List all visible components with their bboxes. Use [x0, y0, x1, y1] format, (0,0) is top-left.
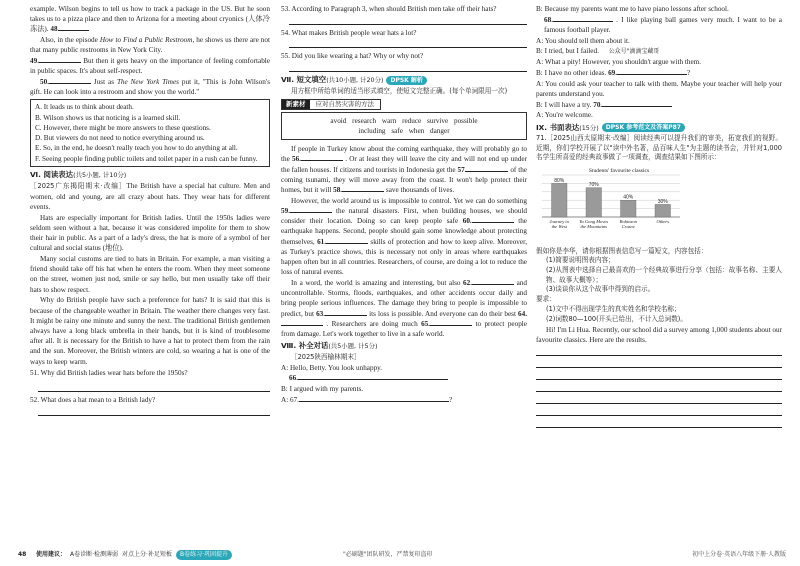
demand-heading: 要求：	[536, 295, 556, 304]
section-title: Ⅶ. 短文填空	[281, 75, 327, 85]
option-b: B. Wilson shows us that noticing is a learned skill.	[35, 113, 181, 122]
para-text: the natural disasters. First, when building houses, we should consider their location. Doing so can keep people safe	[281, 207, 527, 226]
answer-line[interactable]	[289, 38, 527, 48]
answer-line[interactable]	[289, 62, 527, 72]
answer-blank[interactable]	[49, 77, 91, 84]
dialogue-line: B: Because my parents want me to have piano lessons after school.	[536, 5, 729, 13]
answer-blank[interactable]	[617, 68, 687, 75]
writing-line[interactable]	[536, 394, 782, 404]
new-material-badge: 新素材	[282, 100, 310, 109]
chart-tick-label: Robinson Crusoe	[619, 219, 637, 230]
chart-tick-label: Journey to the West	[549, 219, 570, 230]
dialogue-line: A: What a pity! However, you shouldn't argue with them.	[536, 58, 702, 67]
dialogue-line: A: You could ask your teacher to talk with them. Maybe your teacher will help your parents understand you.	[536, 79, 782, 99]
answer-line[interactable]	[289, 15, 527, 25]
answer-blank[interactable]	[290, 206, 332, 213]
passage-paragraph: Hats are especially important for British ladies. Until the 1950s ladies were seldom seen without a hat, because it was considered impolite for them to show their hair in public. As a part of a lady's dress, the hat is more of a symbol of her cultural and social status (地位).	[30, 213, 270, 253]
new-material-topic: 应对自然灾害的方法	[315, 99, 374, 108]
writing-line[interactable]	[536, 406, 782, 416]
word-bank-row: avoid research warn reduce survive possible	[330, 116, 478, 125]
usage-tips	[36, 550, 232, 560]
question-53: 53. According to Paragraph 3, when should British men take off their hats?	[281, 5, 497, 13]
answer-blank[interactable]	[301, 154, 343, 161]
question-71-prompt: 71.［2025山西太原期末·改编］阅读经典可以提升我们的审美，拓宽我们的视野。近期，你们学校开展了以"读中外名著，品百味人生"为主题的读书会，并针对1,000名学生所喜爱的经典故事做了一项调查，调查结果如下图所示：	[536, 134, 782, 161]
question-number: 49.	[30, 57, 39, 66]
new-material-label	[281, 99, 381, 110]
dialogue-line	[536, 100, 782, 110]
tips-label: 使用建议：	[36, 550, 67, 558]
para-text: . Researchers are doing much	[323, 319, 422, 328]
word-bank-row: including safe when danger	[358, 126, 450, 135]
section-title: Ⅷ. 补全对话	[281, 341, 329, 351]
answer-blank[interactable]	[466, 165, 508, 172]
tip-item: 对点上分·补足短板	[122, 550, 172, 558]
middle-column	[281, 4, 527, 406]
para-text: save thousands of lives.	[384, 186, 455, 195]
section-8-heading	[281, 341, 527, 352]
para-text: put it, "This is John Wilson's gift. He can look into a restroom and show you the world."	[30, 78, 270, 97]
question-mark: ?	[448, 395, 453, 404]
answer-blank[interactable]	[39, 56, 81, 63]
reference-badge[interactable]: DPSK 参考范文及答案P87	[602, 123, 685, 132]
section-7-heading	[281, 75, 527, 86]
dialogue-line	[536, 68, 782, 78]
source-tag: ［2025广东揭阳期末·改编］	[30, 182, 127, 191]
answer-blank[interactable]	[553, 15, 613, 22]
question-54: 54. What makes British people wear hats a lot?	[281, 28, 417, 37]
left-column	[30, 4, 270, 419]
chart-bar	[655, 205, 671, 218]
chart-tick-label: Others	[656, 219, 670, 225]
writing-line[interactable]	[536, 418, 782, 428]
para-text: and uncontrollable. Storms, floods, earthquakes, and other accidents occur daily and bring people serious influences. The damage they bring to people is impossible to predict, but	[281, 279, 527, 318]
answer-blank[interactable]	[299, 395, 449, 402]
writing-line[interactable]	[536, 370, 782, 380]
question-number: 60.	[462, 217, 472, 226]
word-bank-box	[281, 112, 527, 140]
option-e: E. So, in the end, he doesn't really teach you how to do anything at all.	[35, 144, 238, 153]
copyright-note: "必刷题"团队研发，严禁复印盗印	[343, 551, 433, 558]
option-f: F. Seeing people finding public toilets and toilet paper in a rush can be funny.	[35, 154, 258, 163]
answer-blank[interactable]	[326, 237, 368, 244]
para-text: However, the world around us is impossible to control. Yet we can do something	[291, 196, 527, 205]
answer-blank[interactable]	[59, 24, 89, 31]
option-c: C. However, there might be more answers to these questions.	[35, 123, 211, 132]
writing-line[interactable]	[536, 382, 782, 392]
passage-paragraph	[30, 77, 270, 97]
right-column	[536, 4, 782, 430]
question-number: 65.	[421, 319, 431, 328]
essay-opening: Hi! I'm Li Hua. Recently, our school did a survey among 1,000 students about our favourite classics. Here are the results.	[536, 325, 782, 345]
page-number: 48	[18, 551, 27, 558]
tip-item: A卷诊断·检测薄弱	[70, 550, 119, 558]
answer-blank[interactable]	[342, 185, 384, 192]
question-number: 70.	[593, 100, 603, 109]
writing-line[interactable]	[536, 358, 782, 368]
para-text: B: I tried, but I failed.	[536, 47, 599, 56]
dialogue-line: A: You should tell them about it.	[536, 36, 630, 45]
passage-paragraph	[281, 278, 527, 339]
passage-paragraph	[281, 196, 527, 278]
para-text: . Or at least they will leave the city and will not end up under the fallen houses. If citizens and tourists in Indonesia get the	[281, 155, 527, 174]
question-52: 52. What does a hat mean to a British lady?	[30, 396, 156, 405]
chart-data-label: 70%	[588, 182, 599, 189]
para-text: But then it gets heavy on the importance of feeling comfortable in public spaces. It's about self-respect.	[30, 57, 270, 76]
para-text: skills of protection and how to keep alive. Moreover, as Turkey's practice shows, this is necessary not only in areas where earthquakes happen often but in all countries. Researchers, of course, are doing a lot to reduce the loss of natural events.	[281, 237, 527, 277]
dialogue-line: B: I argued with my parents.	[281, 385, 364, 394]
para-text: B: I will have a try.	[536, 100, 594, 109]
option-d: D. But viewers do not need to notice everything around us.	[35, 134, 205, 143]
section-title: Ⅸ. 书面表达	[536, 122, 580, 132]
section-score: (共5小题, 计10分)	[73, 170, 127, 179]
passage-paragraph	[281, 144, 527, 195]
demand-item: (2)词数80—100(开头已给出，不计入总词数)。	[546, 315, 687, 324]
dialogue-line	[281, 395, 527, 405]
chart-data-label: 30%	[657, 199, 668, 206]
source-tag: ［2025陕西榆林期末］	[291, 352, 361, 361]
question-number: 56.	[292, 155, 301, 164]
para-text: If people in Turkey know about the coming earthquake, they will probably go to the	[281, 145, 527, 164]
question-number: 63.	[316, 309, 326, 318]
writing-line[interactable]	[536, 346, 782, 356]
answer-blank[interactable]	[602, 100, 672, 107]
para-text: In a word, the world is amazing and interesting, but also	[291, 279, 464, 288]
para-text: to protect people from damage. Let's work together to live in a safe world.	[281, 319, 527, 339]
bar-chart	[536, 165, 686, 241]
option-a: A. It leads us to think about death.	[35, 103, 134, 112]
para-text: the earthquake happens. Second, people should gain some knowledge about protecting themselves,	[281, 217, 527, 246]
para-text: its loss is possible. And everyone can do their best	[367, 309, 519, 318]
options-box	[30, 99, 270, 166]
page-footer	[0, 549, 800, 563]
dialogue-line: A: You're welcome.	[536, 111, 593, 120]
para-text: The British have a special hat culture. Men and women, old and young, are all crazy about hats. They wear hats for different events.	[30, 182, 270, 211]
chart-data-label: 80%	[554, 178, 565, 185]
passage-paragraph	[30, 4, 270, 35]
answer-blank[interactable]	[472, 216, 514, 223]
section-score: (15分)	[579, 123, 599, 132]
answer-blank[interactable]	[472, 278, 514, 285]
writing-area[interactable]	[536, 346, 782, 428]
tip-item-highlight: B卷练习·巩固提升	[176, 550, 232, 560]
dialogue-line	[281, 373, 527, 383]
dialogue-prefix: A: 67.	[281, 395, 299, 404]
question-number: 68.	[544, 15, 553, 24]
question-number: 62.	[463, 279, 473, 288]
passage-paragraph	[30, 35, 270, 55]
question-number: 64.	[518, 309, 528, 318]
chart-bar	[586, 188, 602, 217]
question-number: 59.	[281, 207, 290, 215]
dialogue-line: A: Hello, Betty. You look unhappy.	[281, 363, 383, 372]
para-text: Just as	[90, 78, 117, 87]
passage-paragraph: Many social customs are tied to hats in Britain. For example, a man visiting a friend should take off his hat when he enters the room. When they meet someone on the street, women just nod, smile or say hello, but men usually take off their hats to show respect.	[30, 254, 270, 294]
newspaper-title: The New York Times	[116, 78, 179, 87]
question-number: 66.	[289, 374, 298, 383]
question-mark: ?	[687, 69, 691, 78]
chart-bar	[620, 200, 636, 217]
para-text: . I like playing ball games very much. I want to be a famous football player.	[544, 15, 782, 34]
section-score: (共10小题, 计20分)	[326, 76, 384, 85]
answer-blank[interactable]	[298, 373, 448, 380]
question-number: 57.	[457, 165, 467, 174]
para-text: example. Wilson begins to tell us how to track a package in the US. But he soon takes us to a pizza place and then to Arizona for a meeting about cryonics (人体冷冻法).	[30, 5, 270, 34]
question-number: 50.	[40, 78, 49, 87]
question-number: 61.	[317, 237, 327, 246]
question-55: 55. Did you like wearing a hat? Why or why not?	[281, 52, 424, 61]
dialogue-line	[536, 15, 782, 35]
passage-paragraph	[30, 56, 270, 76]
answer-blank[interactable]	[325, 309, 367, 316]
section-9-heading	[536, 123, 782, 134]
answer-line[interactable]	[38, 406, 270, 416]
question-number: 48.	[50, 25, 60, 34]
question-number: 69.	[608, 69, 618, 78]
section-6-heading	[30, 170, 270, 181]
analysis-badge[interactable]: DPSK 解析	[386, 76, 426, 85]
section-score: (共5小题, 计5分)	[328, 342, 378, 351]
para-text: of the coming tsunami, they will move away from the coast. It won't help protect their homes, but it will	[281, 165, 527, 195]
passage-paragraph	[30, 181, 270, 212]
writing-requirement-intro: 假如你是李华，请你根据图表信息写一篇短文，内容包括：	[536, 246, 708, 255]
answer-blank[interactable]	[281, 319, 323, 326]
chart-tick-label: Yu Gong Moves the Mountains	[579, 219, 609, 230]
chart-bar	[551, 184, 567, 218]
answer-blank[interactable]	[430, 319, 472, 326]
episode-title: How to Find a Public Restroom	[99, 36, 193, 45]
classics-chart	[536, 165, 782, 244]
writing-requirement: (2)从图表中选择自己最喜欢的一个经典故事进行分享（包括：故事名称、主要人物、故事大概等）；	[546, 266, 782, 284]
dialogue-line	[536, 46, 782, 57]
para-text: B: I have no other ideas.	[536, 69, 609, 78]
writing-requirement: (3)谈谈你从这个故事中得到的启示。	[546, 285, 655, 294]
section-instructions: 用方框中所给单词的适当形式填空，使短文完整正确。(每个单词限用一次)	[291, 86, 508, 95]
demand-item: (1)文中不得出现学生的真实姓名和学校名称；	[546, 305, 681, 314]
question-number: 58.	[333, 186, 343, 195]
section-title: Ⅵ. 阅读表达	[30, 169, 74, 179]
passage-paragraph: Why do British people have such a preference for hats? It is said that this is because of the changeable weather in Britain. The weather there changes very fast. It might be rainy one minute and sunny the next. The traditional British gentlemen always have a long black umbrella in their hands, but it is kind of troublesome after all. It is necessary for the British to have a hat to protect them from the rain and the sun. Moreover, the British winters are cold, so wearing a hat is one of the ways to keep warm.	[30, 296, 270, 366]
book-title: 初中上分卷·英语八年级下册·人教版	[692, 551, 786, 558]
para-text: Also, in the episode	[40, 36, 100, 45]
writing-requirement: (1)简要说明图表内容；	[546, 256, 615, 265]
watermark-text: 公众号"滴滴宝藏哥	[608, 48, 660, 56]
question-51: 51. Why did British ladies wear hats before the 1950s?	[30, 368, 188, 377]
chart-title: Students' favourite classics	[588, 168, 650, 175]
answer-line[interactable]	[38, 382, 270, 392]
para-text: , he shows us there are not that many public restrooms in New York City.	[30, 36, 270, 55]
chart-data-label: 40%	[623, 194, 634, 201]
